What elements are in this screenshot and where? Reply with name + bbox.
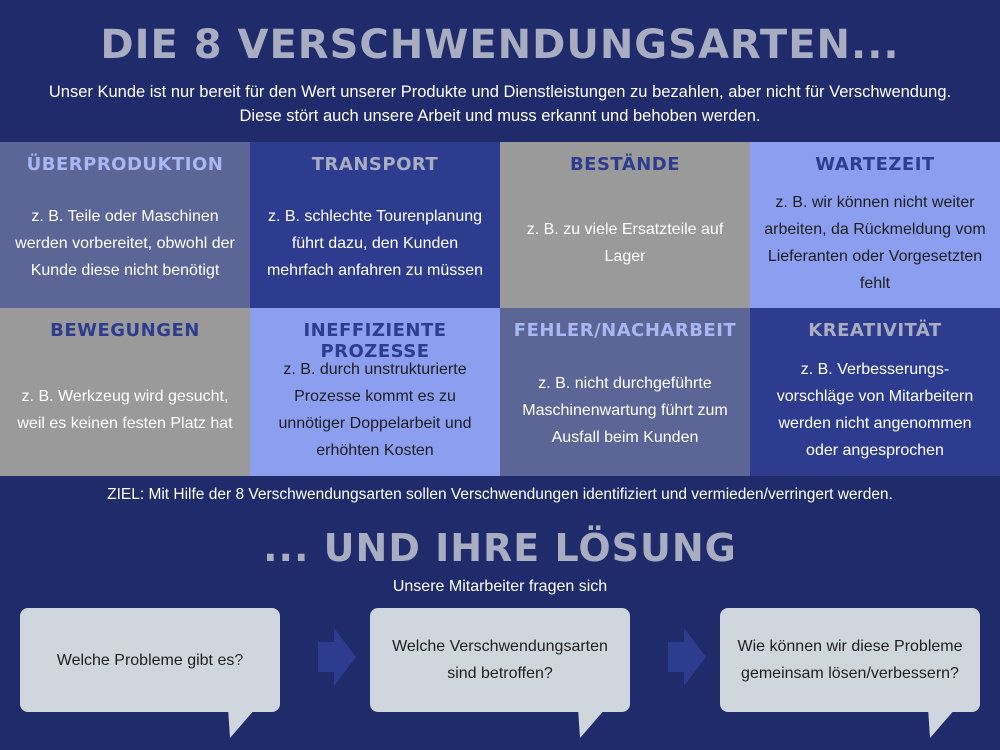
- waste-card-title: KREATIVITÄT: [808, 320, 942, 341]
- intro-line-2: Diese stört auch unsere Arbeit und muss erkannt und behoben werden.: [239, 107, 761, 125]
- question-text: Welche Verschwendungsarten sind betroffen?: [392, 638, 608, 682]
- intro-text: [0, 80, 1000, 128]
- intro-line-1: Unser Kunde ist nur bereit für den Wert unserer Produkte und Dienstleistungen zu bezahlen, aber nicht für Verschwendung.: [48, 83, 952, 101]
- question-text: Welche Probleme gibt es?: [56, 651, 244, 669]
- page-title: DIE 8 VERSCHWENDUNGSARTEN...: [100, 22, 900, 68]
- waste-card-title: WARTEZEIT: [815, 154, 935, 175]
- waste-card-text: z. B. Verbesserungs- vorschläge von Mitarbeitern werden nicht angenommen oder angesprochen: [776, 361, 974, 459]
- waste-card-text: z. B. wir können nicht weiter arbeiten, da Rückmeldung vom Lieferanten oder Vorgesetzten fehlt: [764, 194, 986, 292]
- waste-card-title: FEHLER/NACHARBEIT: [513, 320, 737, 341]
- waste-card-bewegungen: [0, 308, 250, 476]
- waste-card-title: BESTÄNDE: [569, 154, 681, 175]
- waste-grid: [0, 142, 1000, 476]
- waste-card-title: BEWEGUNGEN: [50, 320, 200, 341]
- waste-card-kreativitaet: [750, 308, 1000, 476]
- waste-card-text: z. B. zu viele Ersatzteile auf Lager: [526, 221, 724, 265]
- waste-card-title: INEFFIZIENTE PROZESSE: [303, 320, 447, 362]
- waste-card-text: z. B. Teile oder Maschinen werden vorbereitet, obwohl der Kunde diese nicht benötigt: [15, 207, 235, 279]
- question-bubble-2: [370, 608, 630, 712]
- speech-tail-icon: [928, 708, 958, 740]
- waste-card-title: ÜBERPRODUKTION: [26, 154, 224, 175]
- waste-card-transport: [250, 142, 500, 308]
- question-text: Wie können wir diese Probleme gemeinsam lösen/verbessern?: [737, 638, 963, 682]
- waste-card-fehler-nacharbeit: [500, 308, 750, 476]
- speech-tail-icon: [228, 708, 258, 740]
- waste-card-text: z. B. Werkzeug wird gesucht, weil es keinen festen Platz hat: [17, 388, 233, 432]
- arrow-right-icon: [668, 628, 706, 686]
- goal-text: ZIEL: Mit Hilfe der 8 Verschwendungsarten sollen Verschwendungen identifiziert und vermieden/verringert werden.: [107, 486, 893, 503]
- waste-card-text: z. B. schlechte Tourenplanung führt dazu, den Kunden mehrfach anfahren zu müssen: [266, 207, 484, 279]
- waste-card-text: z. B. nicht durchgeführte Maschinenwartung führt zum Ausfall beim Kunden: [522, 374, 728, 446]
- waste-card-title: TRANSPORT: [311, 154, 439, 175]
- speech-tail-icon: [578, 708, 608, 740]
- solution-subtitle: Unsere Mitarbeiter fragen sich: [392, 578, 608, 595]
- waste-card-ueberproduktion: [0, 142, 250, 308]
- solution-title: ... UND IHRE LÖSUNG: [263, 526, 737, 570]
- question-bubble-1: [20, 608, 280, 712]
- waste-card-ineffiziente-prozesse: [250, 308, 500, 476]
- waste-card-bestaende: [500, 142, 750, 308]
- question-bubble-3: [720, 608, 980, 712]
- arrow-right-icon: [318, 628, 356, 686]
- waste-card-wartezeit: [750, 142, 1000, 308]
- waste-card-text: z. B. durch unstrukturierte Prozesse kommt es zu unnötiger Doppelarbeit und erhöhten Kosten: [278, 361, 472, 459]
